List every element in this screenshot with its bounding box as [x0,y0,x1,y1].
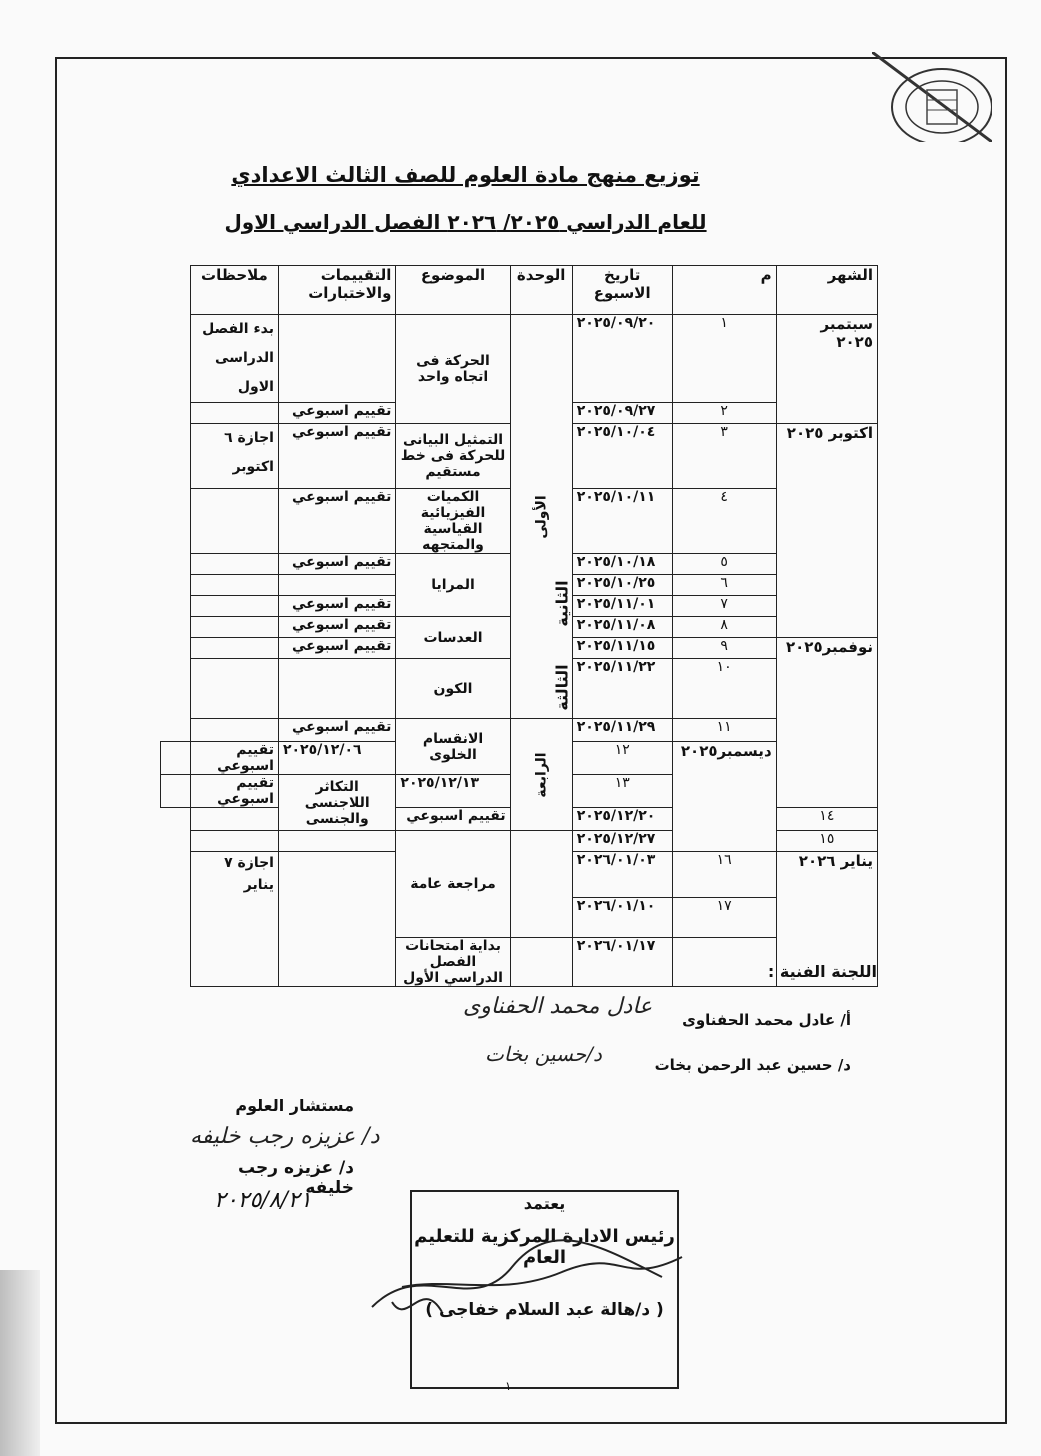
week-date: ٢٠٢٥/١٢/١٣ [396,775,510,808]
committee-member: د/ حسين عبد الرحمن بخات [654,1056,851,1074]
note-cell [190,489,278,554]
committee-member: أ/ عادل محمد الحفناوى [682,1011,851,1029]
advisor-name: د/ عزيزه رجب خليفه [238,1158,354,1198]
topic-cell: التكاثر اللاجنسى والجنسى [278,775,395,831]
eval-cell [278,315,395,403]
header-notes: ملاحظات [190,266,278,315]
advisor-signature: د/ عزيزه رجب خليفه [190,1124,380,1149]
approval-label: يعتمد [523,1194,566,1213]
note-cell: بدء الفصل الدراسى الاول [190,315,278,403]
header-month: الشهر [776,266,877,315]
month-cell: نوفمبر٢٠٢٥ [776,638,877,808]
row-number: ١٢ [572,742,672,775]
page-title: توزيع منهج مادة العلوم للصف الثالث الاعدادي [231,163,700,187]
page-number: ١ [505,1379,512,1393]
note-cell: اجازة ٦ اكتوبر [190,424,278,489]
row-number: ٤ [672,489,776,554]
note-cell [190,659,278,719]
week-date: ٢٠٢٥/١١/١٥ [572,638,672,659]
week-date: ٢٠٢٥/١١/٢٩ [572,719,672,742]
note-cell [190,554,278,575]
row-number: ١٤ [776,808,877,831]
unit-label: الرابعة [533,751,550,798]
approval-stamp [410,1190,679,1389]
month-cell: سبتمبر ٢٠٢٥ [776,315,877,424]
row-number: ٧ [672,596,776,617]
note-cell [190,403,278,424]
eval-cell: تقييم اسبوعي [278,424,395,489]
row-number: ١٥ [776,831,877,852]
eval-cell: تقييم اسبوعي [190,742,278,775]
note-cell [190,719,278,742]
week-date: ٢٠٢٥/٠٩/٢٠ [572,315,672,403]
note-cell: اجازة ٧ يناير [190,852,278,987]
row-number: ٨ [672,617,776,638]
note-cell [190,596,278,617]
note-cell [161,742,191,775]
unit-label: الثانية [552,579,572,627]
unit-label: الثالثة [552,664,572,711]
week-date: ٢٠٢٥/١٢/٢٠ [572,808,672,831]
signature-date: ٢٠٢٥/٨/٢١ [214,1188,312,1213]
topic-cell: الكميات الفيزيائية القياسية والمتجهه [396,489,510,554]
week-date: ٢٠٢٥/١٠/١١ [572,489,672,554]
eval-cell [278,659,395,719]
topic-cell: الكون [396,659,510,719]
row-number: ٩ [672,638,776,659]
eval-cell: تقييم اسبوعي [278,617,395,638]
note-cell [190,638,278,659]
topic-cell: المرايا [396,554,510,617]
topic-cell: التمثيل البيانى للحركة فى خط مستقيم [396,424,510,489]
month-cell: يناير ٢٠٢٦ [776,852,877,987]
approval-position: رئيس الادارة المركزية للتعليم العام [414,1226,675,1268]
eval-cell: تقييم اسبوعي [278,719,395,742]
advisor-title: مستشار العلوم [235,1096,354,1115]
note-cell [161,775,191,808]
table-row [161,315,878,403]
member-signature: عادل محمد الحفناوى [463,994,653,1019]
eval-cell: تقييم اسبوعي [190,775,278,808]
note-cell [190,808,278,831]
month-cell: اكتوبر ٢٠٢٥ [776,424,877,638]
note-cell [190,575,278,596]
week-date: ٢٠٢٥/١٠/٢٥ [572,575,672,596]
unit-cell [510,938,572,987]
eval-cell [278,575,395,596]
eval-cell: تقييم اسبوعي [396,808,510,831]
approver-name: ( د/هالة عبد السلام خفاجى ) [425,1300,664,1320]
week-date: ٢٠٢٥/١٠/٠٤ [572,424,672,489]
ministry-logo-icon [872,52,992,142]
unit-cell [510,831,572,938]
page-subtitle: للعام الدراسي ٢٠٢٥/ ٢٠٢٦ الفصل الدراسي الاول [224,210,707,234]
topic-cell: العدسات [396,617,510,659]
week-date: ٢٠٢٦/٠١/١٠ [572,898,672,938]
eval-cell: تقييم اسبوعي [278,489,395,554]
row-number: ١١ [672,719,776,742]
month-cell: ديسمبر٢٠٢٥ [672,742,776,852]
note-cell [190,831,278,852]
row-number: ١٧ [672,898,776,938]
table-header-row [161,266,878,315]
eval-cell [278,852,395,987]
unit-cell [510,315,572,719]
week-date: ٢٠٢٥/١٠/١٨ [572,554,672,575]
committee-label: اللجنة الفنية : [767,962,877,981]
row-number: ٣ [672,424,776,489]
row-number: ١ [672,315,776,403]
note-cell [190,617,278,638]
topic-cell: الحركة فى اتجاه واحد [396,315,510,424]
header-topic: الموضوع [396,266,510,315]
unit-2-overlay [528,558,596,648]
header-eval: التقييمات والاختبارات [278,266,395,315]
row-number: ١٣ [572,775,672,808]
eval-cell [278,831,395,852]
row-number: ٥ [672,554,776,575]
eval-cell: تقييم اسبوعي [278,638,395,659]
row-number: ١٠ [672,659,776,719]
row-number: ١٦ [672,852,776,898]
unit-label: الأولى [533,494,550,539]
topic-cell: الانقسام الخلوى [396,719,510,775]
curriculum-table [160,265,878,987]
member-signature: د/حسين بخات [485,1042,602,1066]
eval-cell: تقييم اسبوعي [278,403,395,424]
page-shadow [0,1270,40,1456]
week-date: ٢٠٢٥/١١/٠١ [572,596,672,617]
week-date: ٢٠٢٥/١١/٢٢ [572,659,672,719]
row-number [672,938,776,987]
unit-3-overlay [528,660,596,715]
header-unit: الوحدة [510,266,572,315]
topic-cell: بداية امتحانات الفصل الدراسي الأول [396,938,510,987]
week-date: ٢٠٢٦/٠١/٠٣ [572,852,672,898]
topic-cell: مراجعة عامة [396,831,510,938]
week-date: ٢٠٢٥/١٢/٢٧ [572,831,672,852]
unit-cell [510,719,572,831]
eval-cell: تقييم اسبوعي [278,554,395,575]
row-number: ٢ [672,403,776,424]
week-date: ٢٠٢٥/٠٩/٢٧ [572,403,672,424]
week-date: ٢٠٢٦/٠١/١٧ [572,938,672,987]
week-date: ٢٠٢٥/١١/٠٨ [572,617,672,638]
table-row [161,719,878,742]
row-number: ٦ [672,575,776,596]
eval-cell: تقييم اسبوعي [278,596,395,617]
header-num: م [672,266,776,315]
week-date: ٢٠٢٥/١٢/٠٦ [278,742,395,775]
header-date: تاريخ الاسبوع [572,266,672,315]
